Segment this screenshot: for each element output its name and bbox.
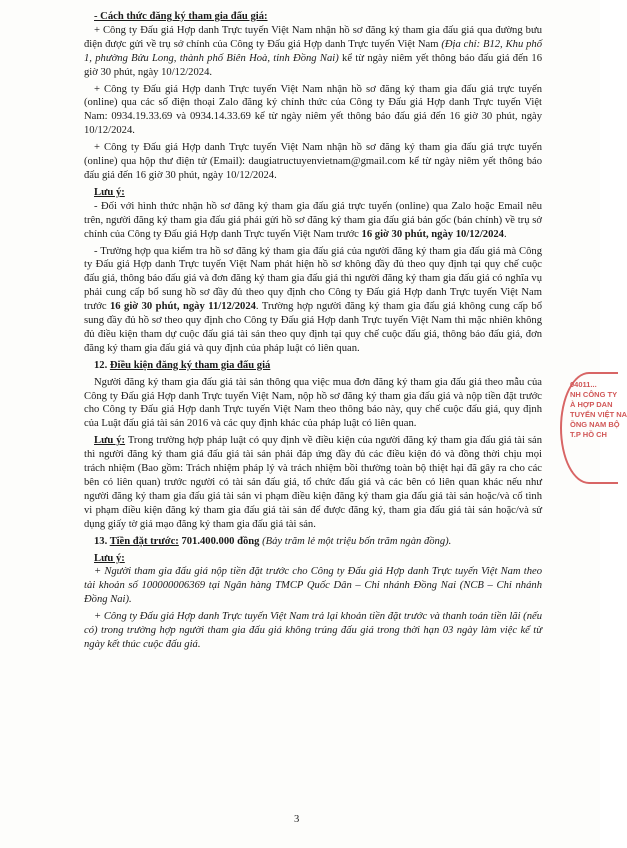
paragraph-zalo-registration: + Công ty Đấu giá Hợp danh Trực tuyến Việt Nam nhận hồ sơ đăng ký tham gia đấu giá trực tuyến (online) qua các số điện thoại Zalo đăng ký chính thức của Công ty Đấu giá Hợp danh Trực tuyến Việt Nam: 0934.19.33.69 và 0934.14.33.69 kể từ ngày niêm yết thông báo đấu giá đến 16 giờ 30 phút, ngày 10/12/2024. <box>84 83 542 137</box>
paragraph-registration-conditions: Người đăng ký tham gia đấu giá tài sản thông qua việc mua đơn đăng ký tham gia đấu giá theo mẫu của Công ty Đấu giá Hợp danh Trực tuyến Việt Nam, nộp hồ sơ đăng ký tham gia đấu giá và nộp tiền đặt trước cho Công ty Đấu giá Hợp danh Trực tuyến Việt Nam theo thông báo này, quy chế cuộc đấu giá, quy định của Luật đấu giá tài sản 2016 và các quy định khác của pháp luật có liên quan. <box>84 376 542 430</box>
page-number: 3 <box>294 814 300 825</box>
paragraph-deposit-refund: + Công ty Đấu giá Hợp danh Trực tuyến Việt Nam trả lại khoản tiền đặt trước và thanh toán tiền lãi (nếu có) trong trường hợp người tham gia đấu giá không trúng đấu giá trong thời hạn 03 ngày làm việc kể từ ngày kết thúc cuộc đấu giá. <box>84 611 542 650</box>
paragraph-supplement-documents: - Trường hợp qua kiểm tra hồ sơ đăng ký tham gia đấu giá của người đăng ký tham gia đấu giá mà Công ty Đấu giá Hợp danh Trực tuyến Việt Nam phát hiện hồ sơ không đầy đủ theo quy định tại quy chế cuộc đấu giá, thông báo đấu giá và đơn đăng ký tham gia đấu giá thì người đăng ký tham gia đấu giá có nghĩa vụ phải cung cấp bổ sung hồ sơ đầy đủ theo quy định cho Công ty Đấu giá Hợp danh Trực tuyến Việt Nam trước 16 giờ 30 phút, ngày 11/12/2024. Trường hợp người đăng ký tham gia đấu giá không cung cấp bổ sung đầy đủ hồ sơ theo quy định cho Công ty Đấu giá Hợp danh Trực tuyến Việt Nam thì mặc nhiên không đủ điều kiện tham dự cuộc đấu giá tài sản theo quy định tại quy chế cuộc đấu giá, thông báo đấu giá, đơn đăng ký tham gia đấu giá và quy định của pháp luật có liên quan. <box>84 245 542 354</box>
paragraph-email-registration: + Công ty Đấu giá Hợp danh Trực tuyến Việt Nam nhận hồ sơ đăng ký tham gia đấu giá trực tuyến (online) qua hộp thư điện tử (Email): daugiatructuyenvietnam@gmail.com kể từ ngày niêm yết thông báo đấu giá đến 16 giờ 30 phút, ngày 10/12/2024. <box>84 142 542 181</box>
section-13-heading: 13. Tiền đặt trước: 701.400.000 đồng (Bảy trăm lẻ một triệu bốn trăm ngàn đồng). <box>94 535 452 547</box>
paragraph-deposit-account: + Người tham gia đấu giá nộp tiền đặt trước cho Công ty Đấu giá Hợp danh Trực tuyến Việt Nam theo tài khoản số 100000006369 tại Ngân hàng TMCP Quốc Dân – Chi nhánh Đồng Nai (NCB – Chi nhánh Đồng Nai). <box>84 566 542 606</box>
paragraph-original-documents: - Đối với hình thức nhận hồ sơ đăng ký tham gia đấu giá trực tuyến (online) qua Zalo hoặc Email nêu trên, người đăng ký tham gia đấu giá phải gửi hồ sơ đăng ký tham gia đấu giá bản gốc (bản chính) về trụ sở chính của Công ty Đấu giá Hợp danh Trực tuyến Việt Nam trước 16 giờ 30 phút, ngày 10/12/2024. <box>84 200 542 240</box>
paragraph-post-registration: + Công ty Đấu giá Hợp danh Trực tuyến Việt Nam nhận hồ sơ đăng ký tham gia đấu giá qua đường bưu điện được gửi về trụ sở chính của Công ty Đấu giá Hợp danh Trực tuyến Việt Nam (Địa chỉ: B12, Khu phố 1, phường Bửu Long, thành phố Biên Hoà, tỉnh Đồng Nai) kể từ ngày niêm yết thông báo đấu giá đến 16 giờ 30 phút, ngày 10/12/2024. <box>84 24 543 78</box>
company-seal: 04011... NH CÔNG TY À HỢP DAN TUYẾN VIỆT NA ỒNG NAM BỘ T.P HỒ CH <box>560 372 618 484</box>
paragraph-legal-conditions: Lưu ý: Trong trường hợp pháp luật có quy định về điều kiện của người đăng ký tham gia đấu giá tài sản thì người đăng ký tham giá đấu giá tài sản phải đáp ứng đầy đủ các điều kiện đó và đồng thời chịu mọi trách nhiệm (Bao gồm: Trách nhiệm pháp lý và trách nhiệm bồi thường toàn bộ thiệt hại đã gây ra cho các bên có liên quan) trước người có tài sản đấu giá, tổ chức đấu giá và các bên có liên quan khác nếu như người đăng ký tham gia đấu giá tài sản vi phạm điều kiện đăng ký tham gia đấu giá tài sản hoặc/và cố tình vi phạm điều kiện đăng ký tham gia đấu giá tài sản để được đăng ký, tham gia đấu giá tài sản hoặc/và sử dụng giấy tờ giả mạo đăng ký tham gia đấu giá tài sản. <box>84 435 542 530</box>
document-body <box>84 10 542 652</box>
registration-method-heading: - Cách thức đăng ký tham gia đấu giá: <box>94 11 268 22</box>
section-12-heading: 12. Điều kiện đăng ký tham gia đấu giá <box>94 359 271 371</box>
note-label-3: Lưu ý: <box>94 552 125 564</box>
note-label-1: Lưu ý: <box>94 186 125 198</box>
